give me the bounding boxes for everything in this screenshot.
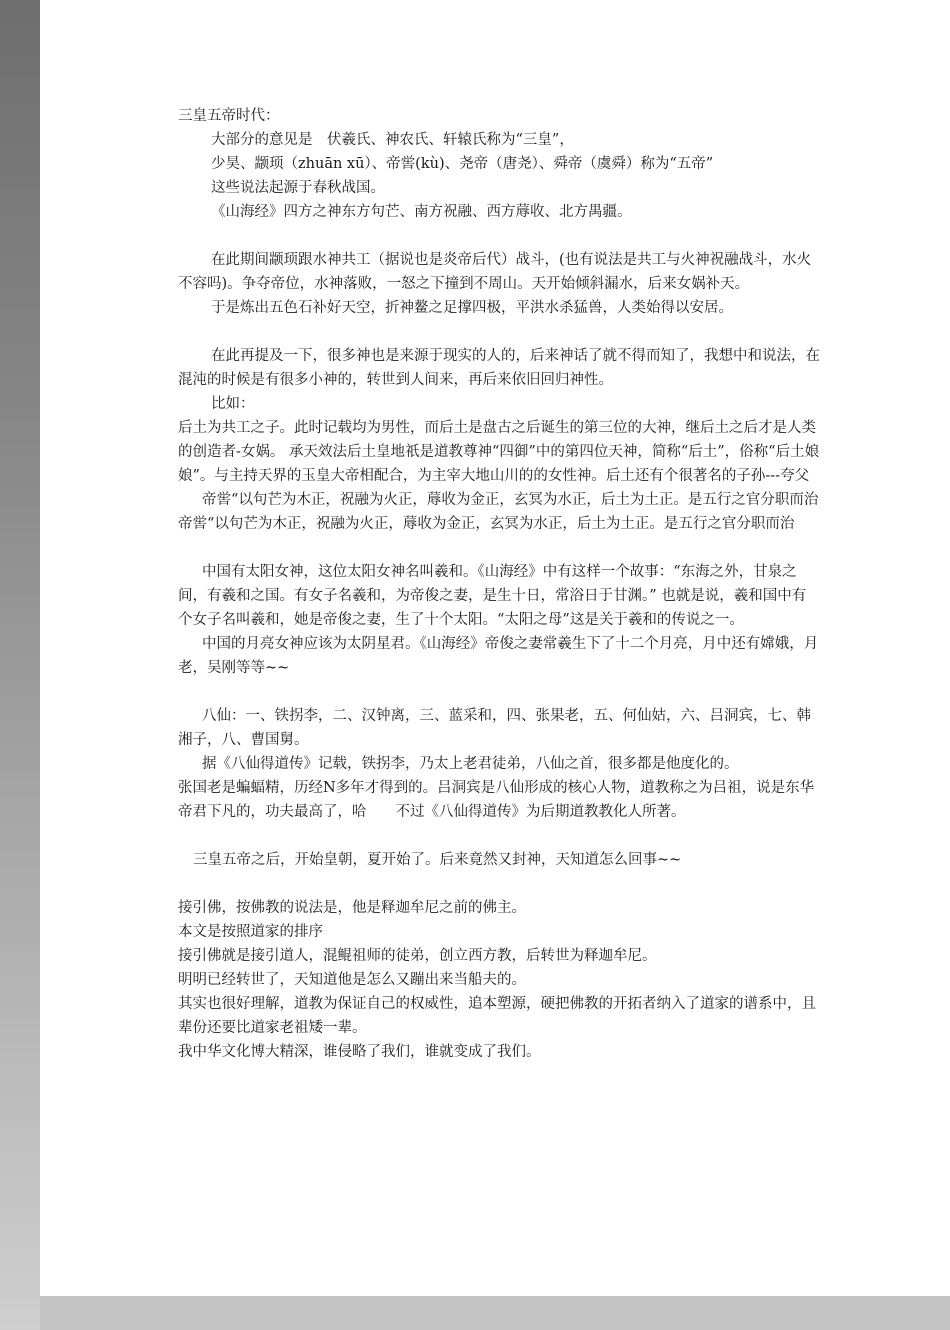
paragraph: 我中华文化博大精深，谁侵略了我们，谁就变成了我们。 <box>178 1044 541 1060</box>
blank-line <box>178 872 820 896</box>
paragraph: 这些说法起源于春秋战国。 <box>211 180 385 196</box>
left-margin-bar <box>0 0 40 1330</box>
paragraph: 《山海经》四方之神东方句芒、南方祝融、西方蓐收、北方禺疆。 <box>211 204 632 220</box>
blank-line <box>178 224 820 248</box>
paragraph: 八仙：一、铁拐李，二、汉钟离，三、蓝采和，四、张果老，五、何仙姑，六、吕洞宾，七、韩湘子，八、曹国舅。 <box>178 708 811 748</box>
paragraph: 帝喾“以句芒为木正，祝融为火正，蓐收为金正，玄冥为水正，后土为土正。是五行之官分职而治帝喾“以句芒为木正，祝融为火正，蓐收为金正，玄冥为水正，后土为土正。是五行之官分职而治 <box>178 492 819 532</box>
paragraph: 中国有太阳女神，这位太阳女神名叫羲和。《山海经》中有这样一个故事：“东海之外，甘泉之间，有羲和之国。有女子名羲和，为帝俊之妻，是生十日，常浴日于甘渊。” 也就是说，羲和国中有个女子名叫羲和，她是帝俊之妻，生了十个太阳。“太阳之母”这是关于羲和的传说之一。 <box>178 564 807 628</box>
document-body <box>178 104 820 1064</box>
blank-line <box>178 824 820 848</box>
paragraph: 后土为共工之子。此时记载均为男性，而后土是盘古之后诞生的第三位的大神，继后土之后才是人类的创造者-女娲。 承天效法后土皇地祇是道教尊神“四御”中的第四位天神，简称“后土”，俗称“后土娘娘”。与主持天界的玉皇大帝相配合，为主宰大地山川的的女性神。后土还有个很著名的子孙---夸父 <box>178 420 820 484</box>
paragraph: 于是炼出五色石补好天空，折神鳌之足撑四极，平洪水杀猛兽，人类始得以安居。 <box>211 300 733 316</box>
paragraph: 本文是按照道家的排序 <box>178 924 323 940</box>
paragraph: 大部分的意见是 伏羲氏、神农氏、轩辕氏称为“三皇”， <box>211 132 574 148</box>
paragraph: 三皇五帝之后，开始皇朝，夏开始了。后来竟然又封神，天知道怎么回事~~ <box>193 852 682 868</box>
paragraph: 少昊、颛顼（zhuān xū）、帝喾(kù)、尧帝（唐尧）、舜帝（虞舜）称为“五帝” <box>211 156 714 172</box>
paragraph: 其实也很好理解，道教为保证自己的权威性，追本塑源，硬把佛教的开拓者纳入了道家的谱系中，且辈份还要比道家老祖矮一辈。 <box>178 996 816 1036</box>
paragraph-heading: 三皇五帝时代： <box>178 108 280 124</box>
blank-line <box>178 680 820 704</box>
paragraph: 接引佛就是接引道人，混鲲祖师的徒弟，创立西方教，后转世为释迦牟尼。 <box>178 948 657 964</box>
paragraph: 中国的月亮女神应该为太阴星君。《山海经》帝俊之妻常羲生下了十二个月亮，月中还有嫦娥，月老，吴刚等等~~ <box>178 636 819 676</box>
bottom-margin-bar <box>40 1296 950 1330</box>
paragraph: 比如： <box>211 396 255 412</box>
blank-line <box>178 536 820 560</box>
paragraph: 张国老是蝙蝠精，历经N多年才得到的。吕洞宾是八仙形成的核心人物，道教称之为吕祖，说是东华帝君下凡的，功夫最高了，哈 不过《八仙得道传》为后期道教教化人所著。 <box>178 780 815 820</box>
paragraph: 在此期间颛顼跟水神共工（据说也是炎帝后代）战斗，(也有说法是共工与火神祝融战斗，水火不容吗)。争夺帝位，水神落败，一怒之下撞到不周山。天开始倾斜漏水，后来女娲补天。 <box>178 252 812 292</box>
paragraph: 在此再提及一下，很多神也是来源于现实的人的，后来神话了就不得而知了，我想中和说法，在混沌的时候是有很多小神的，转世到人间来，再后来依旧回归神性。 <box>178 348 820 388</box>
paragraph: 接引佛，按佛教的说法是，他是释迦牟尼之前的佛主。 <box>178 900 526 916</box>
paragraph: 据《八仙得道传》记载，铁拐李，乃太上老君徒弟，八仙之首，很多都是他度化的。 <box>202 756 739 772</box>
paragraph: 明明已经转世了，天知道他是怎么又蹦出来当船夫的。 <box>178 972 526 988</box>
blank-line <box>178 320 820 344</box>
